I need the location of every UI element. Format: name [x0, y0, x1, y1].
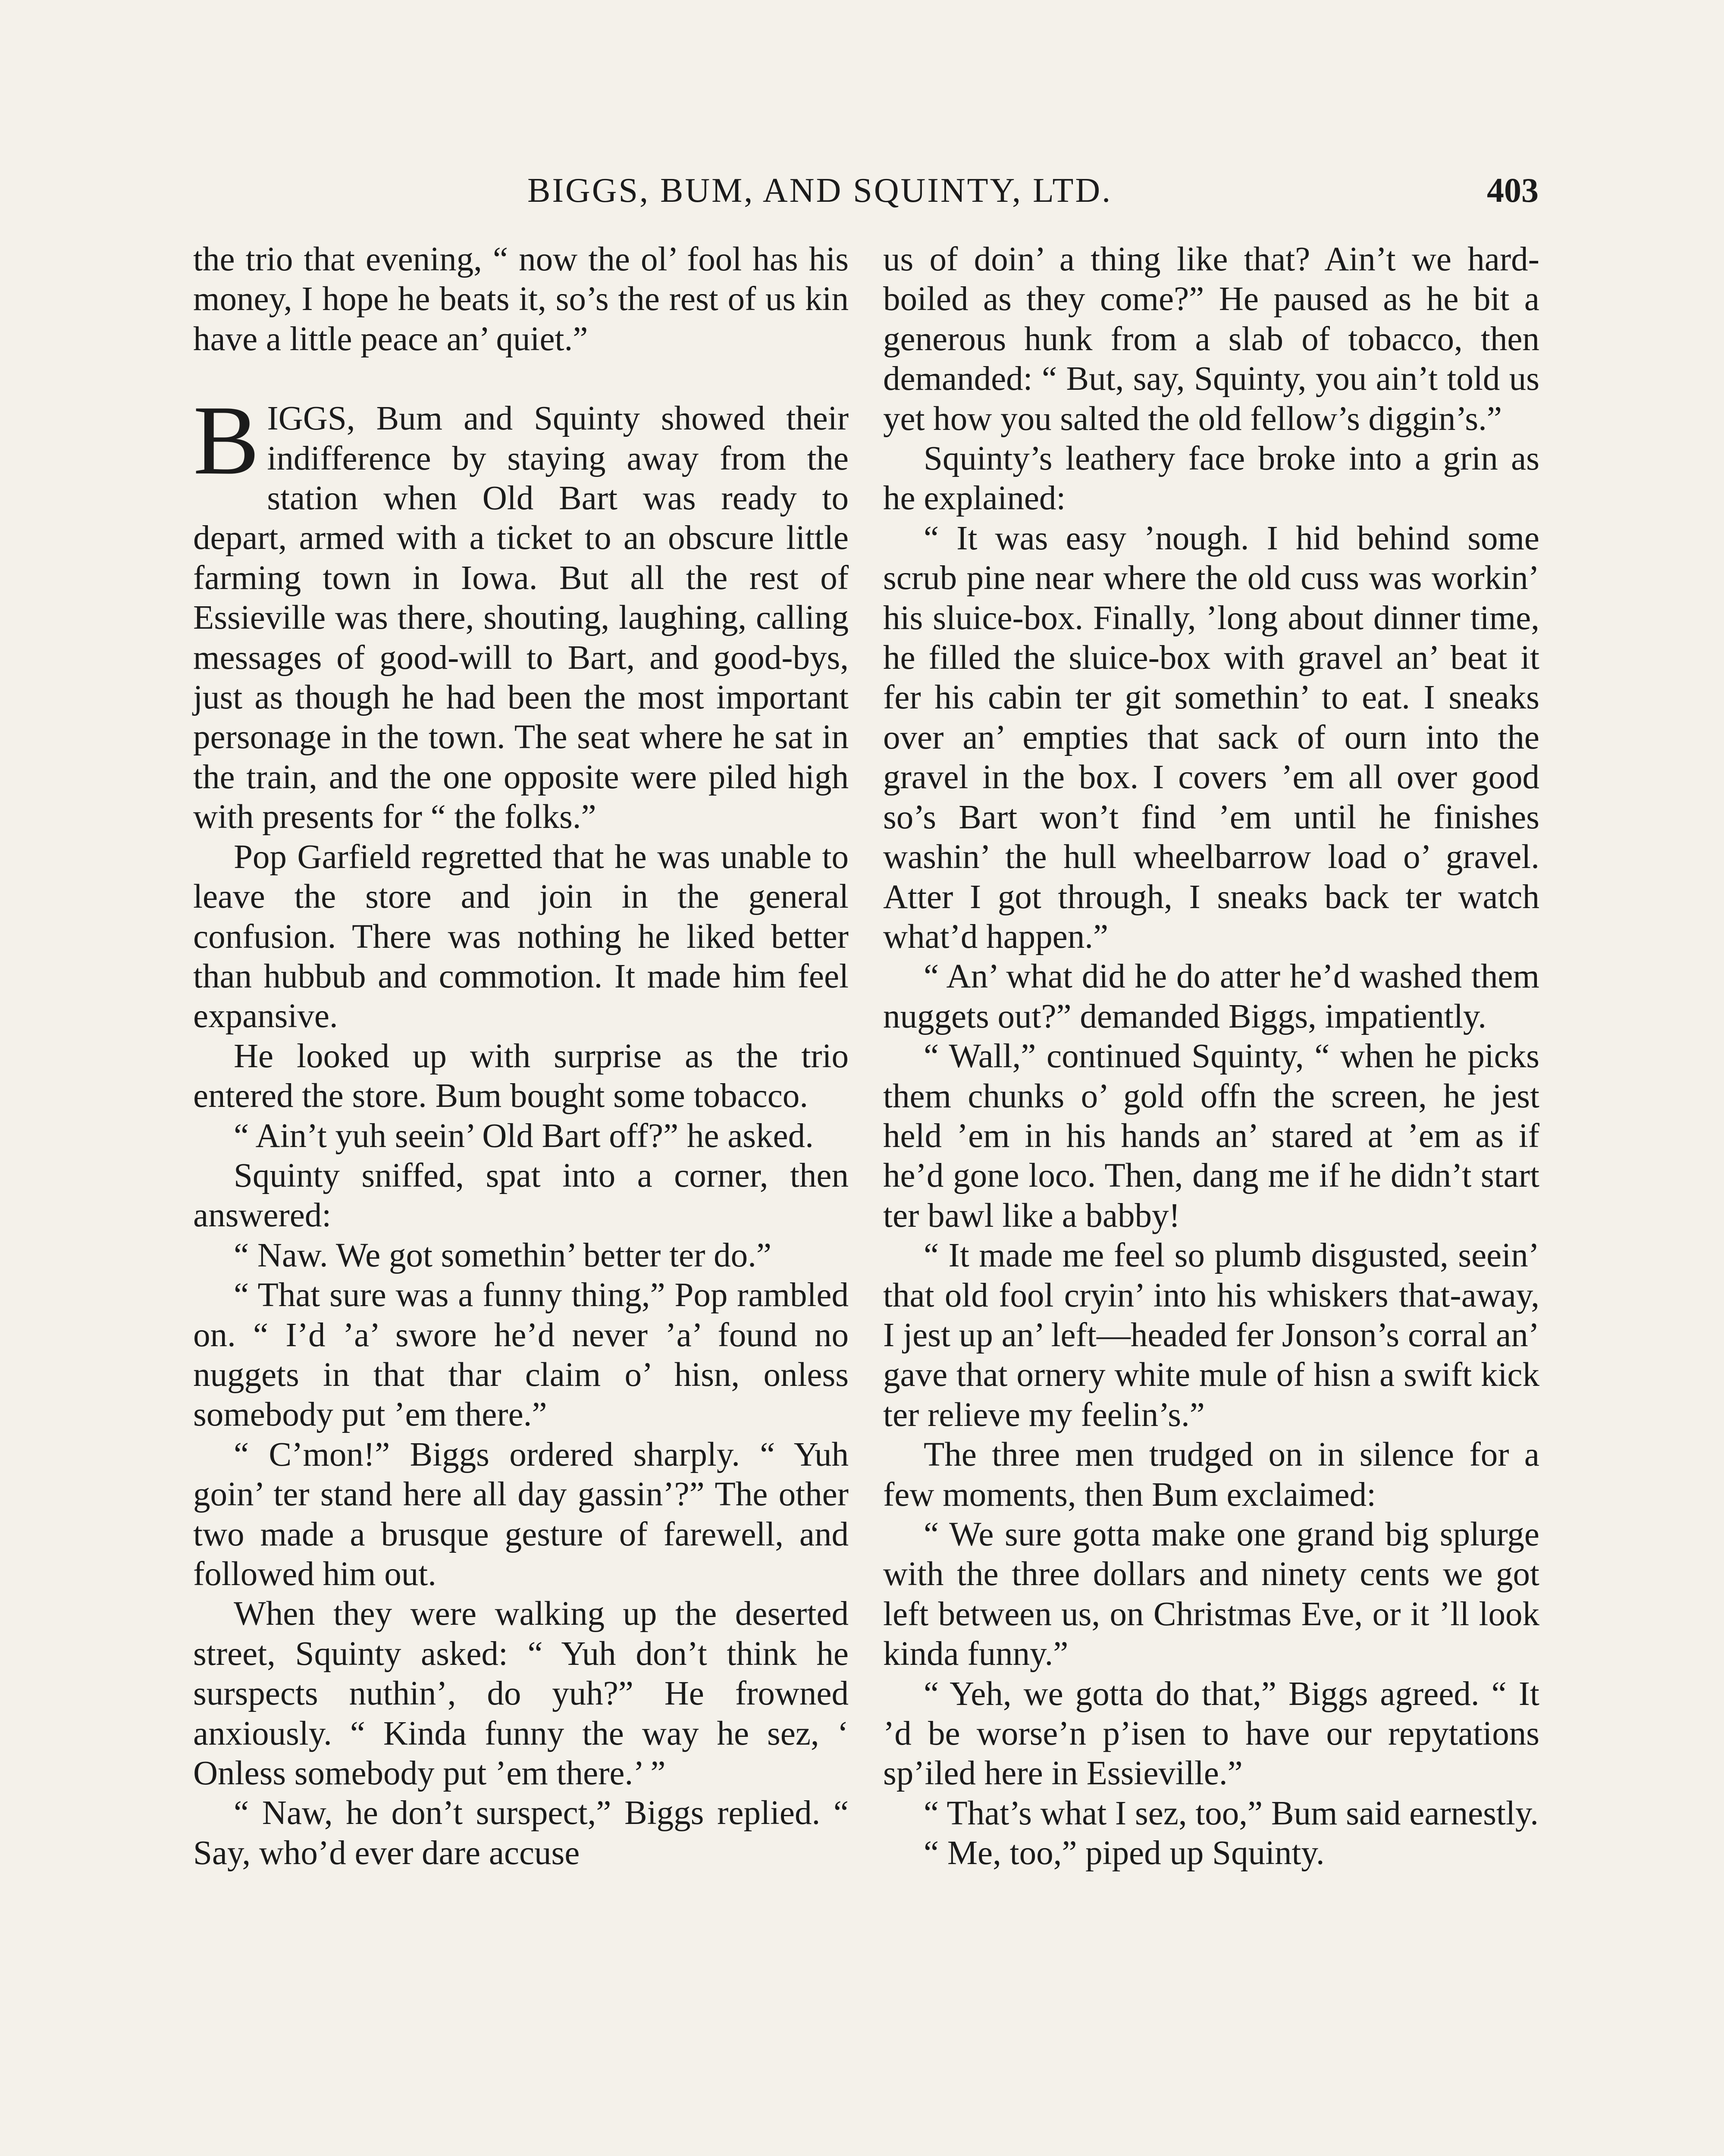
paragraph: “ That’s what I sez, too,” Bum said earnestly. — [924, 1794, 1539, 1832]
running-title: BIGGS, BUM, AND SQUINTY, LTD. — [527, 172, 1113, 210]
paragraph: He looked up with surprise as the trio entered the store. Bum bought some tobacco. — [193, 1037, 849, 1115]
paragraph: The three men trudged on in silence for a few moments, then Bum exclaimed: — [883, 1436, 1539, 1514]
drop-cap: B — [193, 385, 260, 495]
paragraph: Squinty sniffed, spat into a corner, then answered: — [193, 1156, 849, 1235]
paragraph: the trio that evening, “ now the ol’ fool has his money, I hope he beats it, so’s the rest of us kin have a little peace an’ quiet.” — [193, 241, 849, 358]
paragraph: “ Naw. We got somethin’ better ter do.” — [234, 1236, 771, 1274]
right-column — [883, 240, 1539, 1874]
paragraph: “ We sure gotta make one grand big splurge with the three dollars and ninety cents we got left between us, on Christmas Eve, or it ’ll look kinda funny.” — [883, 1516, 1539, 1673]
left-column — [193, 240, 849, 1873]
paragraph: “ Naw, he don’t surspect,” Biggs replied. “ Say, who’d ever dare accuse — [193, 1794, 849, 1872]
page-number: 403 — [1487, 172, 1539, 210]
paragraph: “ C’mon!” Biggs ordered sharply. “ Yuh goin’ ter stand here all day gassin’?” The other two made a brusque gesture of farewell, and followed him out. — [193, 1435, 849, 1593]
paragraph: “ Ain’t yuh seein’ Old Bart off?” he asked. — [234, 1117, 814, 1155]
paragraph: When they were walking up the deserted street, Squinty asked: “ Yuh don’t think he surspects nuthin’, do yuh?” He frowned anxiously. “ Kinda funny the way he sez, ‘ Onless somebody put ’em there.’ ” — [193, 1595, 849, 1792]
paragraph: “ That sure was a funny thing,” Pop rambled on. “ I’d ’a’ swore he’d never ’a’ found no nuggets in that thar claim o’ hisn, onless somebody put ’em there.” — [193, 1276, 849, 1434]
paragraph: “ Yeh, we gotta do that,” Biggs agreed. “ It ’d be worse’n p’isen to have our repytations sp’iled here in Essieville.” — [883, 1675, 1539, 1792]
paragraph-dropcap — [193, 385, 849, 837]
paragraph: “ An’ what did he do atter he’d washed them nuggets out?” demanded Biggs, impatiently. — [883, 958, 1539, 1035]
paragraph: “ Me, too,” piped up Squinty. — [924, 1834, 1325, 1872]
paragraph: Squinty’s leathery face broke into a grin as he explained: — [883, 440, 1539, 517]
running-header — [193, 169, 1539, 216]
paragraph: “ Wall,” continued Squinty, “ when he picks them chunks o’ gold offn the screen, he jest held ’em in his hands an’ stared at ’em as if he’d gone loco. Then, dang me if he didn’t start ter bawl like a babby! — [883, 1037, 1539, 1235]
paragraph: Pop Garfield regretted that he was unable to leave the store and join in the general confusion. There was nothing he liked better than hubbub and commotion. It made him feel expansive. — [193, 838, 849, 1035]
paragraph: us of doin’ a thing like that? Ain’t we hard-boiled as they come?” He paused as he bit a generous hunk from a slab of tobacco, then demanded: “ But, say, Squinty, you ain’t told us yet how you salted the old fellow’s diggin’s.” — [883, 241, 1539, 438]
paragraph: “ It was easy ’nough. I hid behind some scrub pine near where the old cuss was workin’ his sluice-box. Finally, ’long about dinner time, he filled the sluice-box with gravel an’ beat it fer his cabin ter git somethin’ to eat. I sneaks over an’ empties that sack of ourn into the gravel in the box. I covers ’em all over good so’s Bart won’t find ’em until he finishes washin’ the hull wheelbarrow load o’ gravel. Atter I got through, I sneaks back ter watch what’d happen.” — [883, 519, 1539, 956]
paragraph-text: IGGS, Bum and Squinty showed their indifference by staying away from the station when Old Bart was ready to depart, armed with a ticket to an obscure little farming town in Iowa. But all the rest of Essieville was there, shouting, laughing, calling messages of good-will to Bart, and good-bys, just as though he had been the most important personage in the town. The seat where he sat in the train, and the one opposite were piled high with presents for “ the folks.” — [193, 400, 849, 836]
paragraph: “ It made me feel so plumb disgusted, seein’ that old fool cryin’ into his whiskers that-away, I jest up an’ left—headed fer Jonson’s corral an’ gave that ornery white mule of hisn a swift kick ter relieve my feelin’s.” — [883, 1237, 1539, 1434]
